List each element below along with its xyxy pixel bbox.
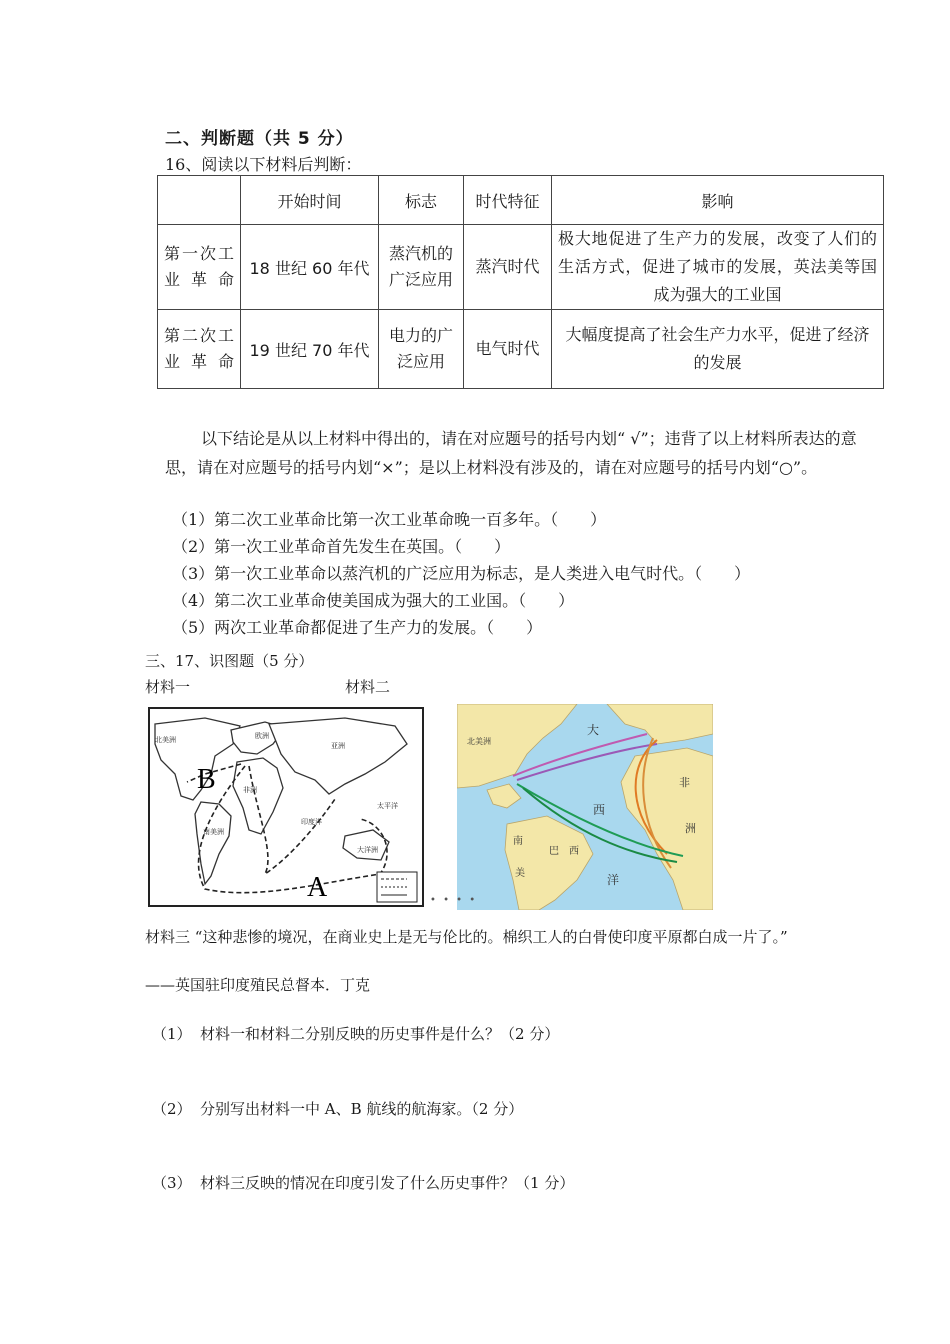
voyage-routes-map bbox=[145, 704, 427, 910]
map-region-label: 北美洲 bbox=[467, 737, 491, 746]
table-cell: 蒸汽时代 bbox=[464, 225, 552, 310]
list-item[interactable]: （3）第一次工业革命以蒸汽机的广泛应用为标志，是人类进入电气时代。（ ） bbox=[172, 564, 751, 583]
table-cell: 第一次工业革命 bbox=[158, 225, 241, 310]
map-separator-dots: • • • • bbox=[430, 895, 478, 906]
map-region-label: 大 bbox=[587, 723, 600, 737]
map-region-label: 南 bbox=[513, 836, 523, 847]
map-region-label: 巴 bbox=[549, 846, 559, 857]
question-number: （1） bbox=[152, 1025, 192, 1043]
question-1 bbox=[152, 1023, 559, 1044]
question-text: 分别写出材料一中 A、B 航线的航海家。（2 分） bbox=[200, 1100, 524, 1118]
map-region-label: 非 bbox=[679, 776, 690, 789]
table-cell: 蒸汽机的广泛应用 bbox=[379, 225, 464, 310]
list-item[interactable]: （4）第二次工业革命使美国成为强大的工业国。（ ） bbox=[172, 591, 575, 610]
table-cell: 19 世纪 70 年代 bbox=[241, 310, 379, 389]
judgement-instructions: 以下结论是从以上材料中得出的，请在对应题号的括号内划“ √”；违背了以上材料所表达的意思，请在对应题号的括号内划“×”；是以上材料没有涉及的，请在对应题号的括号内划“○”。 bbox=[165, 429, 857, 477]
section-title: 二、判断题（共 5 分） bbox=[165, 129, 354, 149]
table-row bbox=[158, 310, 884, 389]
section-3-title: 三、17、识图题（5 分） bbox=[145, 652, 314, 670]
map-region-label: 大洋洲 bbox=[357, 846, 378, 854]
question-text: 材料一和材料二分别反映的历史事件是什么？（2 分） bbox=[200, 1025, 560, 1043]
map-region-label: 洲 bbox=[685, 822, 696, 835]
list-item[interactable]: （2）第一次工业革命首先发生在英国。（ ） bbox=[172, 537, 511, 556]
map-region-label: 美 bbox=[515, 868, 525, 879]
table-header-cell: 标志 bbox=[379, 176, 464, 225]
table-header-cell: 影响 bbox=[552, 176, 884, 225]
map-region-label: 北美洲 bbox=[155, 736, 176, 744]
table-row bbox=[158, 225, 884, 310]
map-region-label: 太平洋 bbox=[377, 802, 398, 810]
route-label-b: B bbox=[197, 764, 216, 795]
triangular-trade-map bbox=[457, 704, 713, 910]
question-16-prompt: 16、阅读以下材料后判断： bbox=[165, 155, 362, 174]
table-header-cell: 开始时间 bbox=[241, 176, 379, 225]
table-cell: 18 世纪 60 年代 bbox=[241, 225, 379, 310]
table-header-cell: 时代特征 bbox=[464, 176, 552, 225]
material-2-label: 材料二 bbox=[345, 678, 391, 696]
table-cell: 极大地促进了生产力的发展，改变了人们的生活方式，促进了城市的发展，英法美等国成为强大的工业国 bbox=[552, 225, 884, 310]
list-item[interactable]: （5）两次工业革命都促进了生产力的发展。（ ） bbox=[172, 618, 543, 637]
map-region-label: 西 bbox=[593, 803, 606, 817]
question-number: （3） bbox=[152, 1174, 192, 1192]
map-region-label: 洋 bbox=[607, 873, 620, 887]
material-3-quote: 材料三 “这种悲惨的境况，在商业史上是无与伦比的。棉织工人的白骨使印度平原都白成一片了。” bbox=[145, 928, 788, 946]
route-label-a: A bbox=[307, 872, 328, 903]
map-region-label: 欧洲 bbox=[255, 732, 269, 740]
table-cell: 大幅度提高了社会生产力水平，促进了经济的发展 bbox=[552, 310, 884, 389]
map-region-label: 亚洲 bbox=[331, 742, 345, 750]
material-3-source: ——英国驻印度殖民总督本．丁克 bbox=[145, 976, 371, 994]
map-region-label: 非洲 bbox=[243, 786, 257, 794]
question-3 bbox=[152, 1172, 574, 1193]
material-1-label: 材料一 bbox=[145, 678, 191, 696]
list-item[interactable]: （1）第二次工业革命比第一次工业革命晚一百多年。（ ） bbox=[172, 510, 607, 529]
table-header-row bbox=[158, 176, 884, 225]
map-region-label: 印度洋 bbox=[301, 818, 322, 826]
question-text: 材料三反映的情况在印度引发了什么历史事件？（1 分） bbox=[200, 1174, 575, 1192]
judgement-items bbox=[172, 506, 750, 641]
map-region-label: 西 bbox=[569, 846, 579, 857]
table-cell: 电力的广泛应用 bbox=[379, 310, 464, 389]
question-2 bbox=[152, 1098, 523, 1119]
question-number: （2） bbox=[152, 1100, 192, 1118]
map-region-label: 南美洲 bbox=[203, 828, 224, 836]
table-cell: 第二次工业革命 bbox=[158, 310, 241, 389]
table-header-cell bbox=[158, 176, 241, 225]
table-cell: 电气时代 bbox=[464, 310, 552, 389]
industrial-revolution-table bbox=[157, 175, 884, 389]
